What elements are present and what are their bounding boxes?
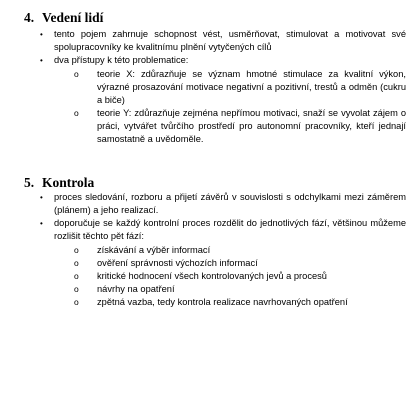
list-item [40, 54, 406, 146]
sub-bullet-icon: o [74, 108, 79, 118]
section-5-title: Kontrola [42, 175, 95, 190]
bullet-icon: • [40, 56, 43, 65]
sub-list-item-text: získávání a výběr informací [97, 245, 211, 255]
sub-bullet-icon: o [74, 245, 79, 255]
list-item [40, 191, 406, 217]
sub-list-item [74, 107, 406, 146]
bullet-icon: • [40, 193, 43, 202]
sub-list-item [74, 283, 406, 296]
sub-bullet-icon: o [74, 297, 79, 307]
sub-list-item [74, 68, 406, 107]
list-item [40, 217, 406, 309]
section-5-number: 5. [24, 175, 35, 190]
sub-bullet-icon: o [74, 258, 79, 268]
sub-list-item-text: teorie Y: zdůrazňuje zejména nepřímou motivaci, snaží se vyvolat zájem o práci, vytvářet tvůrčího prostředí pro autonomní pracovníky, kteří jednají samostatně a uvědoměle. [97, 108, 406, 144]
sub-list-item [74, 244, 406, 257]
sub-list-item-text: zpětná vazba, tedy kontrola realizace navrhovaných opatření [97, 297, 348, 307]
sub-list-item-text: ověření správnosti výchozích informací [97, 258, 258, 268]
section-4-list [40, 28, 406, 146]
sub-list-item-text: teorie X: zdůrazňuje se význam hmotné stimulace za kvalitní výkon, výrazné prosazování motivace negativní a pozitivní, trestů a odměn (cukru a biče) [97, 69, 406, 105]
list-item-text: tento pojem zahrnuje schopnost vést, usměrňovat, stimulovat a motivovat své spolupracovníky ke kvalitnímu plnění vytyčených cílů [54, 29, 406, 52]
section-5-sublist [54, 244, 406, 309]
bullet-icon: • [40, 219, 43, 228]
list-item-text: dva přístupy k této problematice: [54, 55, 189, 65]
sub-list-item-text: kritické hodnocení všech kontrolovaných jevů a procesů [97, 271, 327, 281]
sub-bullet-icon: o [74, 284, 79, 294]
section-4-heading [24, 10, 103, 26]
section-4-number: 4. [24, 10, 35, 25]
bullet-icon: • [40, 30, 43, 39]
section-4-sublist [54, 68, 406, 146]
list-item-text: proces sledování, rozboru a přijetí závěrů v souvislosti s odchylkami mezi záměrem (plánem) a jeho realizací. [54, 192, 406, 215]
section-5-heading [24, 175, 94, 191]
section-5-list [40, 191, 406, 309]
sub-bullet-icon: o [74, 271, 79, 281]
sub-list-item-text: návrhy na opatření [97, 284, 175, 294]
sub-list-item [74, 296, 406, 309]
list-item [40, 28, 406, 54]
section-4-title: Vedení lidí [42, 10, 104, 25]
list-item-text: doporučuje se každý kontrolní proces rozdělit do jednotlivých fází, většinou můžeme rozlišit těchto pět fází: [54, 218, 406, 241]
sub-list-item [74, 257, 406, 270]
sub-bullet-icon: o [74, 69, 79, 79]
sub-list-item [74, 270, 406, 283]
